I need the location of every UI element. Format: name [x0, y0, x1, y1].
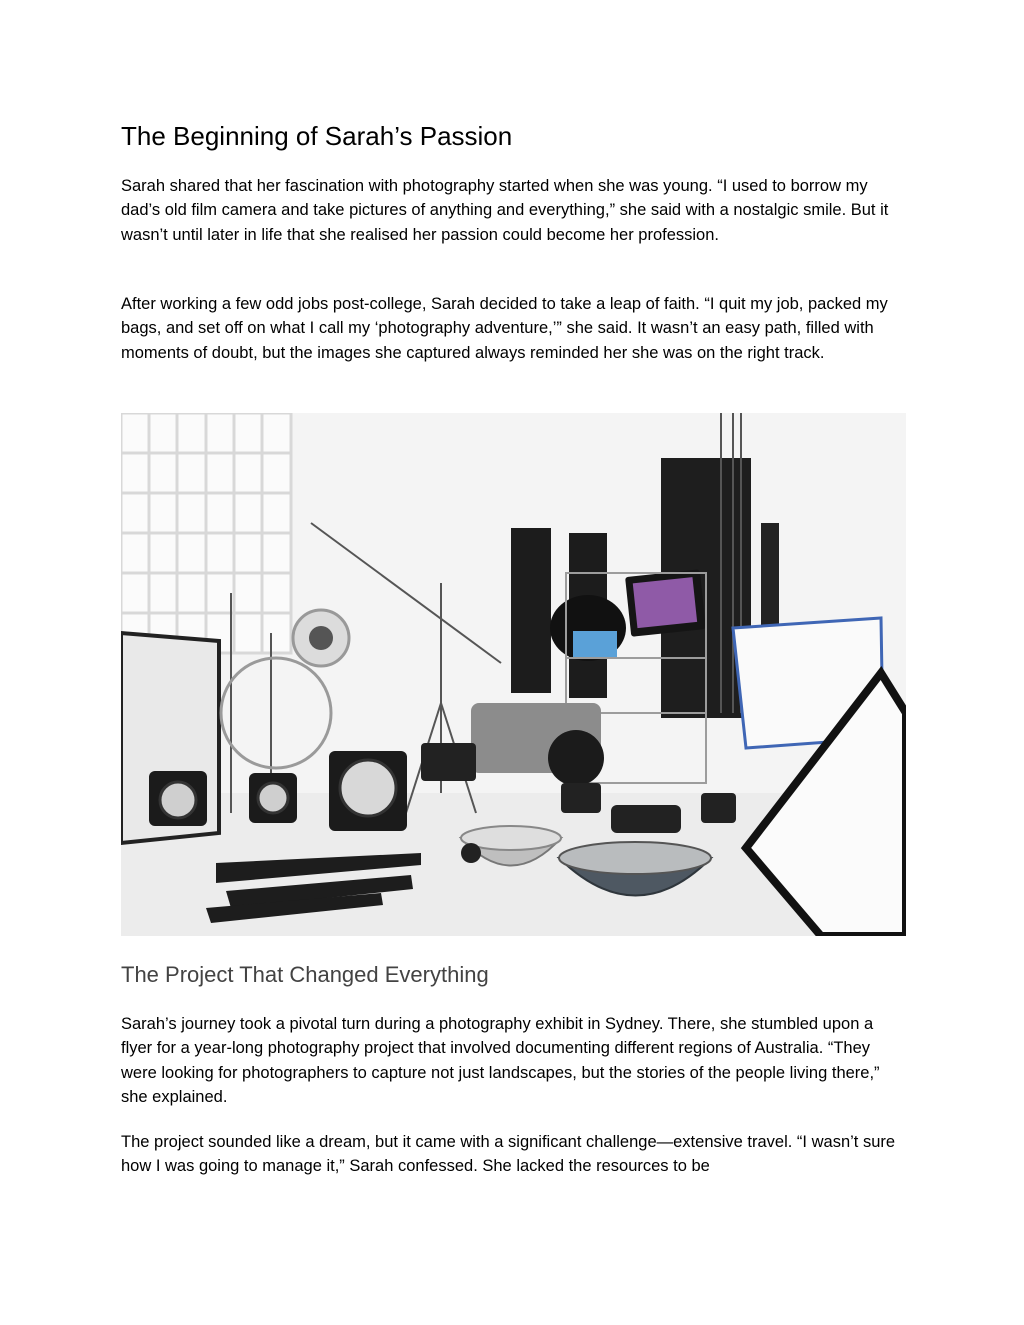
paragraph-travel-challenge: The project sounded like a dream, but it came with a significant challenge—extensive travel. “I wasn’t sure how I was going to manage it,” Sarah confessed. She lacked the resources to be — [121, 1133, 896, 1176]
paragraph-leap-of-faith: After working a few odd jobs post-college, Sarah decided to take a leap of faith. “I quit my job, packed my bags, and set off on what I call my ‘photography adventure,’” she said. It wasn’t an easy path, filled with moments of doubt, but the images she captured always reminded her she was on the right track. — [121, 295, 888, 362]
paragraph-pivotal-turn: Sarah’s journey took a pivotal turn during a photography exhibit in Sydney. There, she stumbled upon a flyer for a year-long photography project that involved documenting different regions of Australia. “They were looking for photographers to capture not just landscapes, but the stories of the people living there,” she explained. — [121, 1015, 880, 1107]
window-grid — [121, 413, 291, 653]
studio-equipment-illustration — [121, 413, 906, 936]
section-heading-beginning: The Beginning of Sarah’s Passion — [121, 121, 513, 151]
paragraph-fascination: Sarah shared that her fascination with photography started when she was young. “I used to borrow my dad’s old film camera and take pictures of anything and everything,” she said with a nostalgic smile. But it wasn’t until later in life that she realised her passion could become her profession. — [121, 177, 889, 244]
studio-equipment-photo — [121, 413, 906, 936]
section-heading-project: The Project That Changed Everything — [121, 962, 489, 987]
